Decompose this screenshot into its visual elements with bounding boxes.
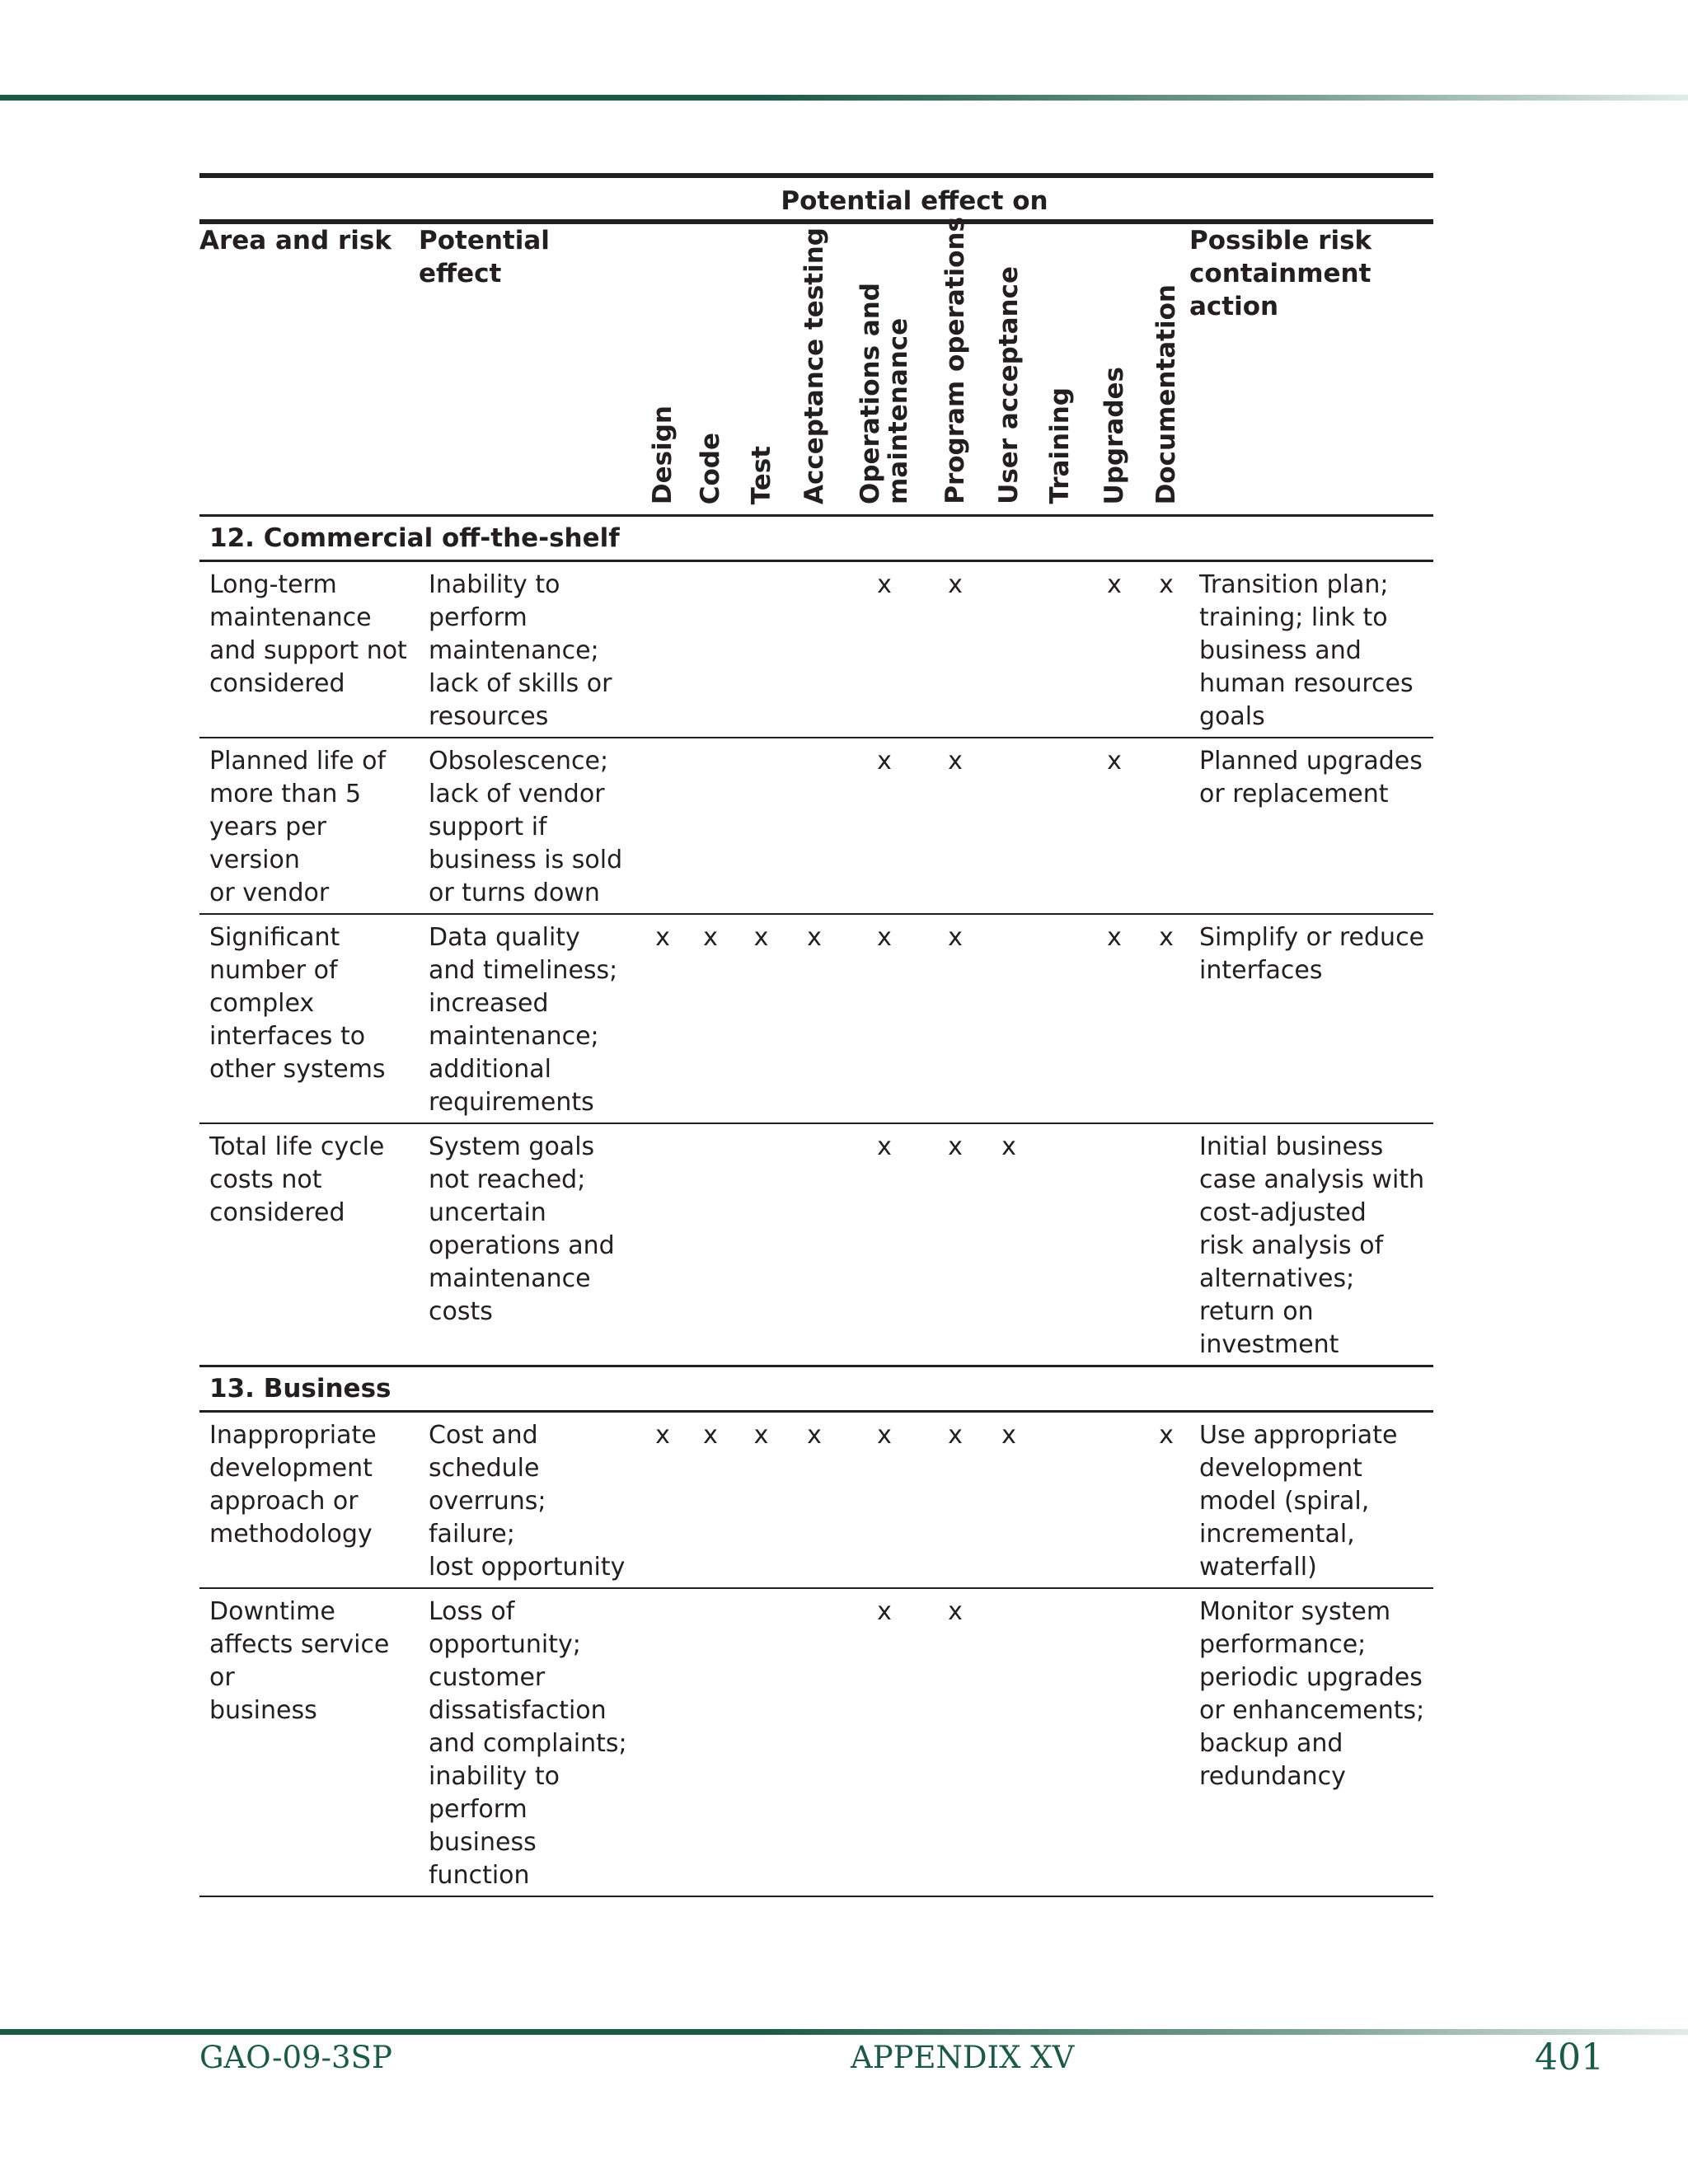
risk-table bbox=[199, 173, 1433, 1897]
mark: x bbox=[842, 1588, 927, 1896]
mark: x bbox=[927, 1123, 983, 1366]
group-header-row bbox=[199, 176, 1433, 222]
page-number: 401 bbox=[1535, 2036, 1604, 2079]
mark bbox=[686, 738, 735, 914]
mark: x bbox=[735, 1412, 787, 1589]
table-row: Planned life of more than 5 years per version or vendor Obsolescence; lack of vendor support if business is sold or turns down x x x Planned upgrades or replacement bbox=[199, 738, 1433, 914]
table-row: Significant number of complex interfaces to other systems Data quality and timeliness; increased maintenance; additional requirements x x x x x x x x Simplify or reduce interfaces bbox=[199, 914, 1433, 1123]
group-header: Potential effect on bbox=[640, 176, 1189, 222]
mark bbox=[1034, 738, 1085, 914]
mark bbox=[640, 1588, 686, 1896]
mark: x bbox=[927, 1412, 983, 1589]
mark: x bbox=[842, 1412, 927, 1589]
mark bbox=[640, 561, 686, 738]
mark bbox=[686, 1588, 735, 1896]
mark bbox=[640, 1123, 686, 1366]
mark bbox=[1034, 914, 1085, 1123]
mark bbox=[1034, 1412, 1085, 1589]
mark: x bbox=[983, 1412, 1034, 1589]
col-design: Design bbox=[640, 222, 686, 516]
mark bbox=[983, 738, 1034, 914]
mark: x bbox=[640, 1412, 686, 1589]
mark bbox=[983, 1588, 1034, 1896]
col-test: Test bbox=[735, 222, 787, 516]
mark bbox=[1034, 1123, 1085, 1366]
column-header-row bbox=[199, 222, 1433, 516]
mark bbox=[1143, 1588, 1189, 1896]
col-program-operations: Program operations bbox=[927, 222, 983, 516]
mark bbox=[1085, 1412, 1143, 1589]
col-code: Code bbox=[686, 222, 735, 516]
mark bbox=[787, 738, 842, 914]
mark bbox=[787, 1588, 842, 1896]
col-operations-maintenance: Operations and maintenance bbox=[842, 222, 927, 516]
mark: x bbox=[842, 738, 927, 914]
col-effect: Potential effect bbox=[419, 222, 640, 516]
col-user-acceptance: User acceptance bbox=[983, 222, 1034, 516]
footer-section: APPENDIX XV bbox=[851, 2040, 1075, 2075]
mark: x bbox=[1143, 1412, 1189, 1589]
mark bbox=[735, 1588, 787, 1896]
mark bbox=[787, 1123, 842, 1366]
table-row: Inappropriate development approach or methodology Cost and schedule overruns; failure; lost opportunity x x x x x x x x Use appropriate development model (spiral, incremental, waterfall) bbox=[199, 1412, 1433, 1589]
mark: x bbox=[1143, 561, 1189, 738]
mark bbox=[1085, 1588, 1143, 1896]
mark bbox=[640, 738, 686, 914]
mark: x bbox=[927, 561, 983, 738]
table-row: Total life cycle costs not considered System goals not reached; uncertain operations and maintenance costs x x x Initial business case analysis with cost-adjusted risk analysis of alternatives; return on investment bbox=[199, 1123, 1433, 1366]
col-training: Training bbox=[1034, 222, 1085, 516]
mark: x bbox=[640, 914, 686, 1123]
mark bbox=[1143, 738, 1189, 914]
col-area: Area and risk bbox=[199, 222, 419, 516]
mark bbox=[735, 561, 787, 738]
mark: x bbox=[686, 1412, 735, 1589]
mark: x bbox=[787, 1412, 842, 1589]
mark bbox=[1034, 1588, 1085, 1896]
mark bbox=[983, 914, 1034, 1123]
mark bbox=[686, 561, 735, 738]
mark: x bbox=[983, 1123, 1034, 1366]
mark: x bbox=[842, 1123, 927, 1366]
top-rule bbox=[0, 95, 1688, 101]
mark bbox=[686, 1123, 735, 1366]
mark: x bbox=[927, 738, 983, 914]
mark: x bbox=[927, 1588, 983, 1896]
section-header-cots: 12. Commercial off-the-shelf bbox=[199, 516, 1433, 561]
mark: x bbox=[927, 914, 983, 1123]
col-upgrades: Upgrades bbox=[1085, 222, 1143, 516]
col-action: Possible risk containment action bbox=[1189, 222, 1433, 516]
mark bbox=[787, 561, 842, 738]
mark bbox=[1085, 1123, 1143, 1366]
mark bbox=[1034, 561, 1085, 738]
mark: x bbox=[686, 914, 735, 1123]
mark: x bbox=[842, 561, 927, 738]
table-row: Long-term maintenance and support not considered Inability to perform maintenance; lack of skills or resources x x x x Transition plan; training; link to business and human resources goals bbox=[199, 561, 1433, 738]
mark: x bbox=[787, 914, 842, 1123]
col-documentation: Documentation bbox=[1143, 222, 1189, 516]
col-acceptance-testing: Acceptance testing bbox=[787, 222, 842, 516]
mark bbox=[735, 738, 787, 914]
table-row: Downtime affects service or business Loss of opportunity; customer dissatisfaction and complaints; inability to perform business function x x Monitor system performance; periodic upgrades or enhancements; backup and redundancy bbox=[199, 1588, 1433, 1896]
mark bbox=[1143, 1123, 1189, 1366]
mark bbox=[735, 1123, 787, 1366]
mark: x bbox=[1143, 914, 1189, 1123]
mark bbox=[983, 561, 1034, 738]
mark: x bbox=[1085, 738, 1143, 914]
mark: x bbox=[735, 914, 787, 1123]
mark: x bbox=[1085, 561, 1143, 738]
section-header-business: 13. Business bbox=[199, 1366, 1433, 1412]
mark: x bbox=[842, 914, 927, 1123]
footer-doc-id: GAO-09-3SP bbox=[199, 2040, 392, 2075]
mark: x bbox=[1085, 914, 1143, 1123]
